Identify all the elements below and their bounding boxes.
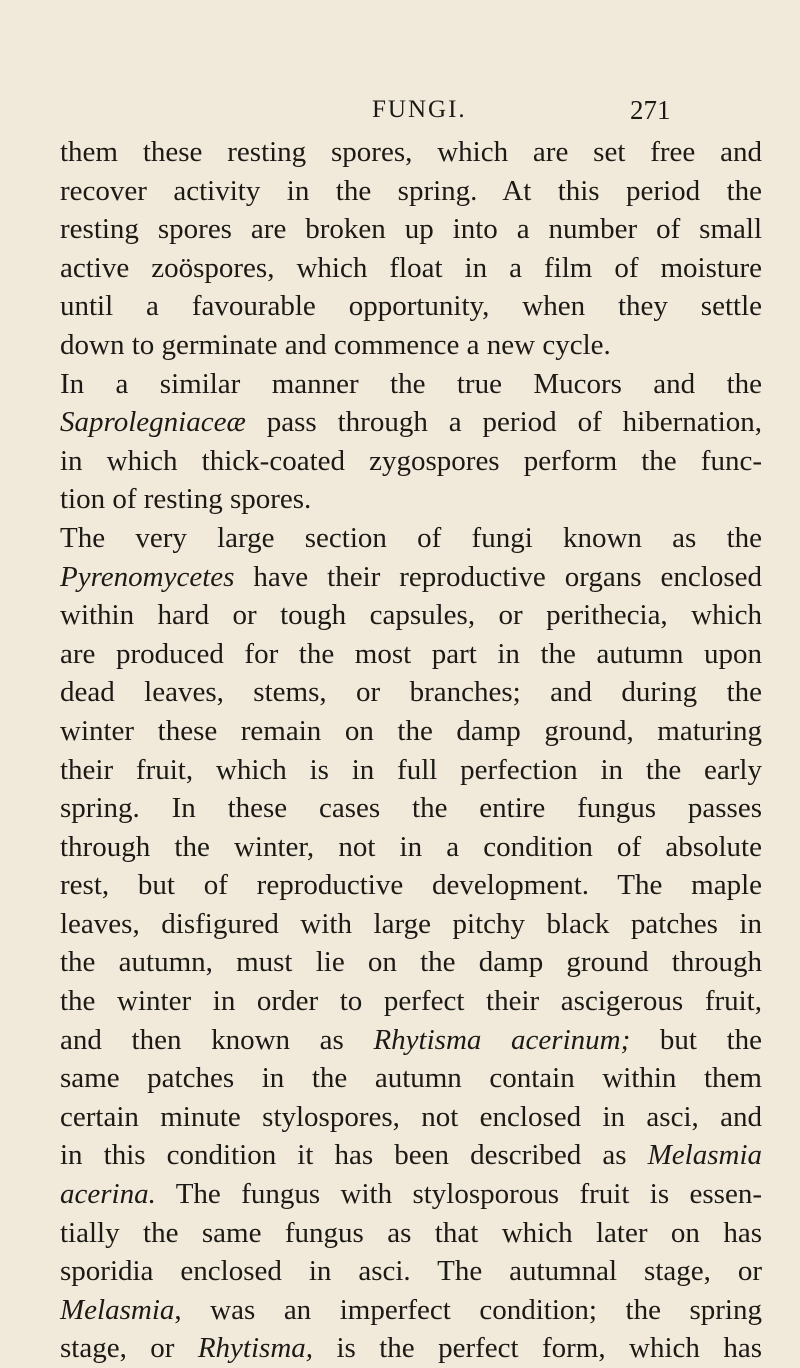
text-line: certain minute stylospores, not enclosed in asci, and — [60, 1100, 762, 1133]
text-line: Melasmia, was an imperfect condition; the spring — [60, 1293, 762, 1326]
text-line: same patches in the autumn contain within them — [60, 1062, 762, 1095]
text-line: in which thick-coated zygospores perform the func- — [60, 444, 762, 477]
text-line: until a favourable opportunity, when they settle — [60, 290, 762, 323]
text-line: within hard or tough capsules, or perithecia, which — [60, 599, 762, 632]
text-line: the autumn, must lie on the damp ground through — [60, 946, 762, 979]
text-line: dead leaves, stems, or branches; and during the — [60, 676, 762, 709]
text-line: Pyrenomycetes have their reproductive organs enclosed — [60, 560, 762, 593]
text-line: rest, but of reproductive development. The maple — [60, 869, 762, 902]
text-line: them these resting spores, which are set free and — [60, 136, 762, 168]
text-line: are produced for the most part in the autumn upon — [60, 637, 762, 670]
text-line: the winter in order to perfect their ascigerous fruit, — [60, 985, 762, 1018]
body-text — [60, 133, 762, 1368]
text-line: down to germinate and commence a new cycle. — [60, 328, 611, 361]
running-title: FUNGI. — [372, 96, 467, 123]
text-line: In a similar manner the true Mucors and the — [60, 367, 762, 400]
text-line: in this condition it has been described as Melasmia — [60, 1139, 762, 1172]
text-line: winter these remain on the damp ground, maturing — [60, 714, 762, 747]
text-line: their fruit, which is in full perfection in the early — [60, 753, 762, 786]
text-line: through the winter, not in a condition of absolute — [60, 830, 762, 863]
running-head — [0, 90, 800, 130]
text-line: tion of resting spores. — [60, 483, 312, 516]
text-line: spring. In these cases the entire fungus passes — [60, 792, 762, 825]
text-line: recover activity in the spring. At this period the — [60, 174, 762, 207]
text-line: acerina. The fungus with stylosporous fruit is essen- — [60, 1178, 762, 1211]
text-line: Saprolegniaceæ pass through a period of hibernation, — [60, 406, 762, 439]
text-line: tially the same fungus as that which later on has — [60, 1216, 762, 1249]
text-line: active zoöspores, which float in a film of moisture — [60, 251, 762, 284]
text-line: leaves, disfigured with large pitchy black patches in — [60, 907, 762, 940]
text-line: The very large section of fungi known as the — [60, 521, 762, 554]
text-line: and then known as Rhytisma acerinum; but the — [60, 1023, 762, 1056]
page-number: 271 — [630, 95, 671, 125]
text-line: sporidia enclosed in asci. The autumnal stage, or — [60, 1255, 762, 1288]
text-line: resting spores are broken up into a number of small — [60, 213, 762, 246]
text-line: stage, or Rhytisma, is the perfect form, which has — [60, 1332, 762, 1365]
